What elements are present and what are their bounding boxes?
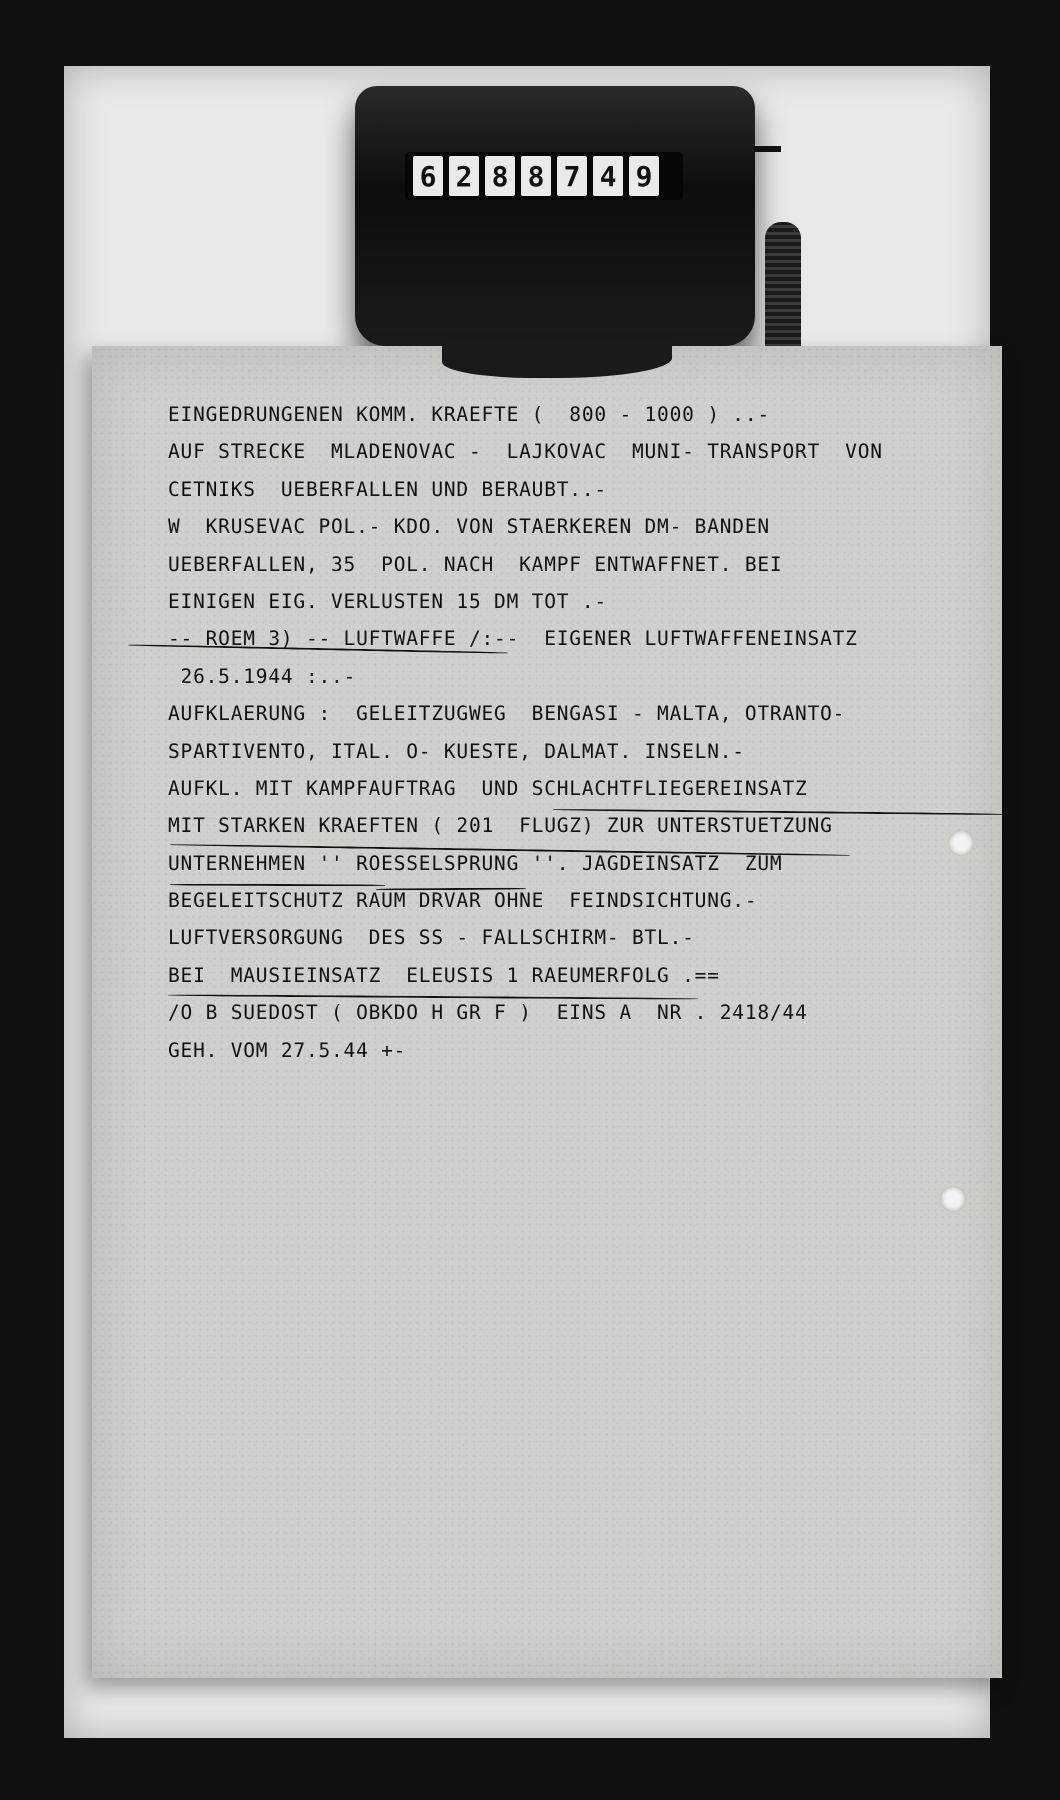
counter-digit: 2	[449, 156, 479, 196]
text-line: EINIGEN EIG. VERLUSTEN 15 DM TOT .-	[168, 589, 607, 613]
text-line: -- ROEM 3) -- LUFTWAFFE /:-- EIGENER LUFTWAFFENEINSATZ	[168, 627, 858, 651]
counter-digit: 6	[413, 156, 443, 196]
text-line: GEH. VOM 27.5.44 +-	[168, 1038, 407, 1062]
text-line: AUFKLAERUNG : GELEITZUGWEG BENGASI - MALTA, OTRANTO-	[168, 702, 846, 726]
telegram-text	[168, 396, 968, 1069]
text-line: 26.5.1944 :..-	[168, 664, 357, 688]
text-line: /O B SUEDOST ( OBKDO H GR F ) EINS A NR . 2418/44	[168, 1001, 808, 1025]
text-line: LUFTVERSORGUNG DES SS - FALLSCHIRM- BTL.-	[168, 926, 695, 950]
counter-window	[405, 152, 683, 200]
counter-digit: 8	[521, 156, 551, 196]
text-line: EINGEDRUNGENEN KOMM. KRAEFTE ( 800 - 1000 ) ..-	[168, 403, 770, 426]
counter-body	[355, 86, 755, 346]
counter-digit: 8	[485, 156, 515, 196]
text-line: AUFKL. MIT KAMPFAUFTRAG UND SCHLACHTFLIEGEREINSATZ	[168, 776, 808, 800]
text-line: SPARTIVENTO, ITAL. O- KUESTE, DALMAT. INSELN.-	[168, 739, 745, 763]
counter-digits	[413, 156, 659, 196]
text-line: UEBERFALLEN, 35 POL. NACH KAMPF ENTWAFFNET. BEI	[168, 552, 783, 576]
paper-tear	[442, 338, 672, 378]
counter-digit: 7	[557, 156, 587, 196]
text-line: MIT STARKEN KRAEFTEN ( 201 FLUGZ) ZUR UNTERSTUETZUNG	[168, 814, 833, 838]
punch-hole	[940, 1186, 966, 1212]
frame-counter-device	[355, 86, 755, 356]
counter-digit: 4	[593, 156, 623, 196]
text-line: UNTERNEHMEN '' ROESSELSPRUNG ''. JAGDEINSATZ ZUM	[168, 851, 783, 875]
text-line: W KRUSEVAC POL.- KDO. VON STAERKEREN DM- BANDEN	[168, 515, 770, 539]
text-line: BEGELEITSCHUTZ RAUM DRVAR OHNE FEINDSICHTUNG.-	[168, 889, 758, 913]
text-line: BEI MAUSIEINSATZ ELEUSIS 1 RAEUMERFOLG .==	[168, 963, 720, 987]
text-line: CETNIKS UEBERFALLEN UND BERAUBT..-	[168, 477, 607, 501]
text-line: AUF STRECKE MLADENOVAC - LAJKOVAC MUNI- TRANSPORT VON	[168, 440, 883, 464]
counter-digit: 9	[629, 156, 659, 196]
